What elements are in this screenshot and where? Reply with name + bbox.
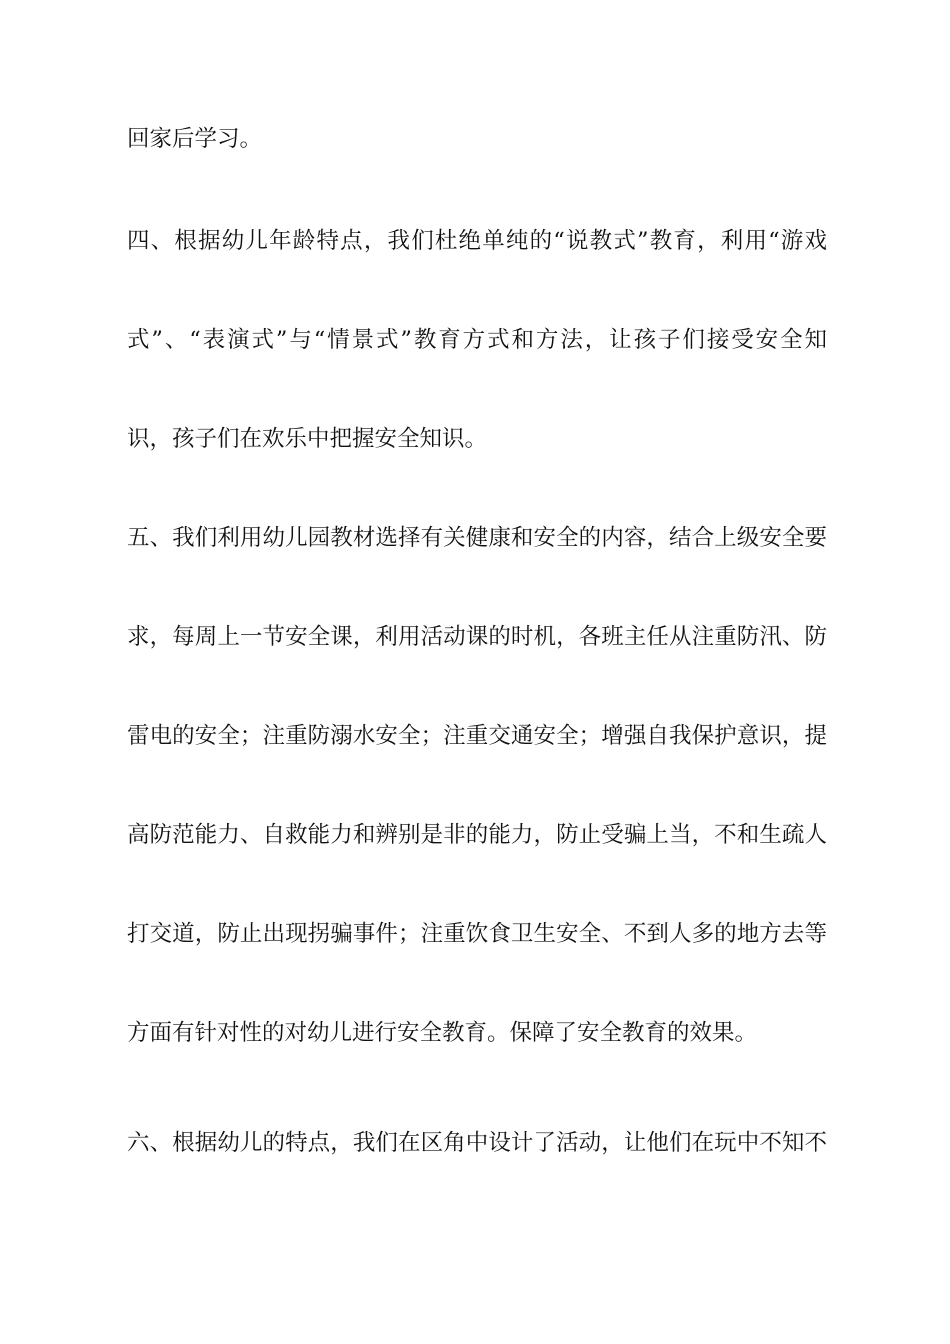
paragraph-line: 六、根据幼儿的特点，我们在区角中设计了活动，让他们在玩中不知不 [127, 1130, 827, 1156]
paragraph-line: 方面有针对性的对幼儿进行安全教育。保障了安全教育的效果。 [127, 1020, 758, 1046]
paragraph-line: 五、我们利用幼儿园教材选择有关健康和安全的内容，结合上级安全要 [127, 525, 827, 551]
paragraph-line: 四、根据幼儿年龄特点，我们杜绝单纯的“说教式”教育，利用“游戏 [127, 228, 827, 254]
paragraph-line: 式”、“表演式”与“情景式”教育方式和方法，让孩子们接受安全知 [127, 327, 827, 353]
paragraph-line: 打交道，防止出现拐骗事件；注重饮食卫生安全、不到人多的地方去等 [127, 921, 827, 947]
paragraph-line: 高防范能力、自救能力和辨别是非的能力，防止受骗上当，不和生疏人 [127, 822, 827, 848]
paragraph-line: 求，每周上一节安全课，利用活动课的时机，各班主任从注重防汛、防 [127, 624, 827, 650]
paragraph-line: 回家后学习。 [127, 126, 263, 152]
paragraph-line: 雷电的安全；注重防溺水安全；注重交通安全；增强自我保护意识，提 [127, 723, 827, 749]
paragraph-line: 识，孩子们在欢乐中把握安全知识。 [127, 426, 488, 452]
